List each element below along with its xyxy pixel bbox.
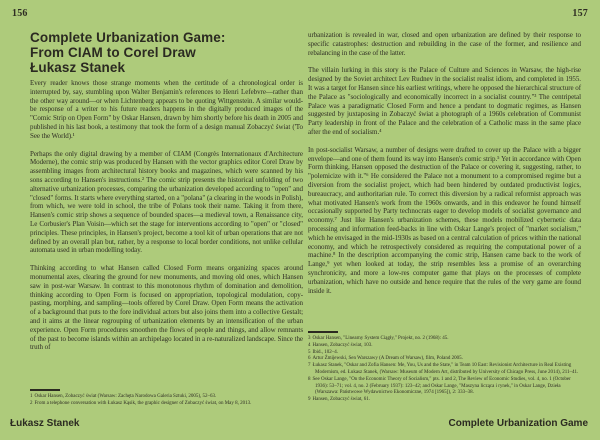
footnote-text: Ibid., 102–4. (312, 349, 339, 355)
footnote (30, 401, 303, 408)
body-paragraph: In post-socialist Warsaw, a number of designs were drafted to cover up the Palace with a bigger envelope—and one of them found its way into Hansen's comic strip.⁵ Yet in accordance with Open Form thinking, Hansen opposed the destruction of the Palace or covering it, suggesting, rather, to "polemicize with it."⁶ He considered the Palace not a monument to a compromised regime but a diversion from the socialist project, which had been hindered by outdated productivist logics, bureaucracy, and authoritarian rule. To correct this diversion by a radical reformist approach was what motivated Hansen's work from the 1960s onwards, and in this endeavor he found himself occasionally supported by Party technocrats eager to develop models of socialist governance and economy.⁷ Just like Hansen's urbanization schemes, these models mobilized cybernetic data processing and information feed-backs in line with Oskar Lange's project of "market socialism," which he envisaged in the mid-1930s as based on a central calculation of prices within the national economy, and which he retrospectively considered as requiring the computational power of a machine.⁸ In the description accompanying the comic strip, Hansen came back to the work of Lange,⁹ yet when looked at today, the strip resembles less a promise of an overarching synchronicity, and more a low-res computer game that plays on the processes of complete urbanization, which have no outside and hence require that the rules of the very game are found inside it. (308, 145, 581, 295)
footnote-text: Hansen, Zobaczyć świat, 103. (312, 342, 373, 348)
footnote-text: Łukasz Stanek, "Oskar and Zofia Hansen: Me, You, Us and the State," in Team 10 East: Revisionist Architecture in Real Existing Modernism, ed. Łukasz Stanek, (Warsaw: Museum of Modern Art, distributed by University of Chicago Press, June 2014), 211–41. (312, 363, 579, 375)
footnote-number: 5 (308, 349, 311, 355)
footnote-text: From a telephone conversation with Łukasz Kąsik, the graphic designer of Zobaczyć świat, on May 8, 2013. (34, 400, 252, 406)
footnote (308, 336, 581, 343)
footnote (308, 377, 581, 397)
body-paragraph: Every reader knows those strange moments when the certitude of a chronological order is interrupted by, say, stumbling upon Walter Benjamin's references to Henri Lefebvre—rather than the other way around—or when Lichtenberg appears to be quoting Wittgenstein. A similar would-be response of a writer to his future readers happens in the digitally produced images of the "Comic Strip on Open Form" by Oskar Hansen, drawn by him shortly before his death in 2005 and published in his last book, a testimony that took the form of a design manual Zobaczyć świat ('To See the World).¹ (30, 79, 303, 140)
title-author-line: Łukasz Stanek (30, 60, 126, 75)
body-paragraph: The villain lurking in this story is the Palace of Culture and Sciences in Warsaw, the high-rise designed by the Soviet architect Lev Rudnev in the socialist realist idiom, and completed in 1955. It was a target for Hansen since his earliest writings, where he opposed the hierarchical structure of the Palace as "sociologically and economically incorrect in a socialist country."³ The centripetal Palace was a paradigmatic Closed Form and hence a pendant to dogmatic regimes, as Hansen suggested by juxtaposing in Zobaczyć świat a photograph of a 1960s celebration of Communist Party leadership in front of the Palace and the celebration of a Catholic mass in the same place after the end of socialism.⁴ (308, 66, 581, 136)
left-page-footnotes (30, 389, 303, 408)
footnote-number: 1 (30, 394, 33, 399)
footnote-number: 3 (308, 336, 311, 341)
article-title (30, 30, 303, 75)
footnote-number: 8 (308, 376, 311, 382)
footnote (308, 356, 581, 363)
footnote-text: Oskar Hansen, Zobaczyć świat (Warsaw: Zachęta Narodowa Galeria Sztuki, 2005), 52–63. (34, 394, 217, 399)
footer-author: Łukasz Stanek (10, 418, 80, 429)
footnote-divider (30, 389, 60, 391)
footnote (308, 363, 581, 377)
footer-chapter-title: Complete Urbanization Game (448, 418, 588, 429)
page-number-left: 156 (12, 8, 28, 19)
body-paragraph: Thinking according to what Hansen called Closed Form means organizing spaces around monumental axes, clearing the ground for new monuments, and moving old ones, which Hansen saw in post-war Warsaw. In contrast to this monotonous rhythm of domination and demolition, thinking according to Open Form is focused on appropriation, topological modulation, copy-pasting, morphing, and sampling—tools offered by Corel Draw. Open Form means the activation of a background that puts to the fore individual actors but also joins them into a collective Gestalt; and it aims at the linear regrouping of urbanization elements by an intensification of the urban experience. Open Form procedures smoothen the flows of people and things, and allow remnants of the past to become islands within an archipelago located in a re-naturalized landscape. Since the truth of (30, 264, 303, 352)
footnote-number: 6 (308, 356, 311, 362)
body-paragraph: urbanization is revealed in war, closed and open urbanization are defined by their response to specific catastrophes: destruction and rebuilding in the case of the former, and resilience and rebalancing in the case of the latter. (308, 31, 581, 57)
footnote-text: See Oskar Lange, "On the Economic Theory of Socialism," pts. 1 and 2, The Review of Economic Studies, vol. 4, no. 1 (October 1936): 53–71; vol. 4, no. 2 (February 1937): 123–42; and Oskar Lange, "Maszyna licząca i rynek," in Oskar Lange, Dzieła (Warszawa: Państwowe Wydawnictwo Ekonomiczne, 1974 [1965]), 2: 333–38. (312, 376, 571, 396)
footnote-text: Artur Żmijewski, Sen Warszawy (A Dream of Warsaw), film, Poland 2005. (312, 356, 463, 362)
title-line-2: From CIAM to Corel Draw (30, 45, 196, 60)
footnote-text: Oskar Hansen, "Linearny System Ciągły," Projekt, no. 2 (1968): 45. (312, 336, 449, 341)
footnote-divider (308, 331, 338, 333)
body-paragraph: Perhaps the only digital drawing by a member of CIAM (Congrès Internationaux d'Architecture Moderne), the comic strip was produced by Hansen with the vector graphics editor Corel Draw by assembling images from architectural history books and magazines, which were scanned by his sons according to Hansen's instructions.² The comic strip presents the historical unfolding of two alternative urbanization processes, comparing the urbanization developed according to "open" and "closed" forms. It starts where everything started, on a "polana" (a clearing in the woods in Polish), from which, we were told in school, the tribe of Polans took their name. Taking it from there, Hansen's comic strip shows a sequence of bounded spaces—a medieval town, a Renaissance city, Le Corbusier's Plan Voisin—which set the stage for interventions according to "open" or "closed" principles. These principles, in Hansen's project, become a tool kit of urban operations that are not defined by an overall plan but, rather, by a response to local border conditions, not unlike cellular automata used in urban modelling today. (30, 149, 303, 255)
footnote-number: 9 (308, 397, 311, 403)
footnote (30, 394, 303, 401)
title-line-1: Complete Urbanization Game: (30, 30, 226, 45)
footnote-text: Hansen, Zobaczyć świat, 61. (312, 397, 370, 403)
left-page-body (30, 79, 303, 361)
footnote (308, 343, 581, 350)
right-page-body (308, 31, 581, 304)
footnote (308, 397, 581, 404)
page-number-right: 157 (572, 8, 588, 19)
right-page-footnotes (308, 331, 581, 404)
footnote-number: 7 (308, 363, 311, 369)
footnote-number: 4 (308, 342, 311, 348)
footnote-number: 2 (30, 400, 33, 406)
